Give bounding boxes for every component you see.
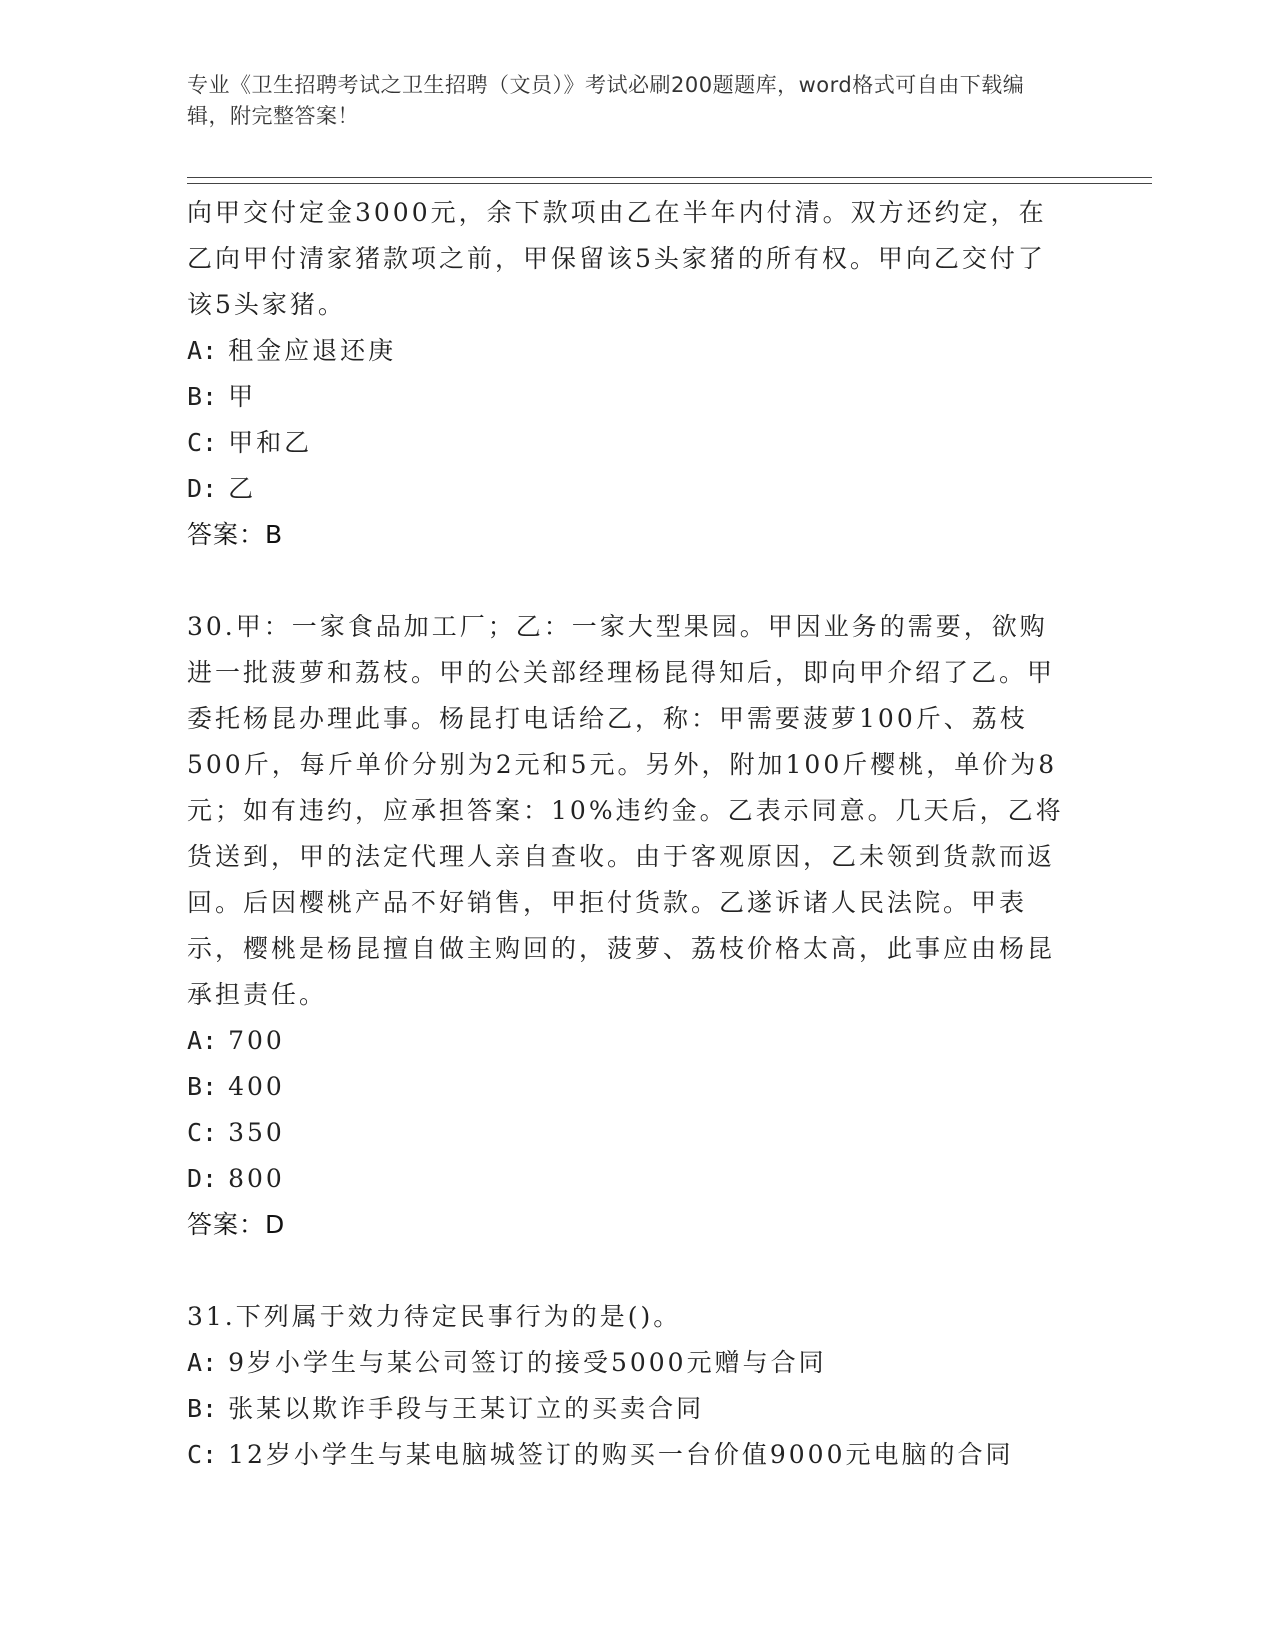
option-letter: A: (187, 1026, 218, 1055)
option-letter: C: (187, 428, 218, 457)
option-c (187, 1110, 1067, 1156)
answer-line: 答案：B (187, 520, 284, 549)
option-letter: B: (187, 1072, 218, 1101)
question-spacer (187, 558, 1067, 604)
header-divider-bottom (187, 183, 1152, 184)
option-letter: D: (187, 1164, 218, 1193)
option-letter: D: (187, 474, 218, 503)
option-c (187, 1432, 1067, 1478)
option-letter: B: (187, 382, 218, 411)
question-list (187, 190, 1067, 1478)
option-letter: C: (187, 1440, 218, 1469)
option-letter: A: (187, 336, 218, 365)
option-text: 12岁小学生与某电脑城签订的购买一台价值9000元电脑的合同 (228, 1440, 1014, 1469)
option-text: 张某以欺诈手段与王某订立的买卖合同 (228, 1394, 705, 1423)
question-spacer (187, 1248, 1067, 1294)
option-c (187, 420, 1067, 466)
option-text: 甲和乙 (228, 428, 313, 457)
option-b (187, 374, 1067, 420)
option-a (187, 1018, 1067, 1064)
option-d (187, 466, 1067, 512)
option-d (187, 1156, 1067, 1202)
option-letter: A: (187, 1348, 218, 1377)
option-b (187, 1386, 1067, 1432)
header-divider-top (187, 177, 1152, 178)
option-letter: B: (187, 1394, 218, 1423)
question-block (187, 1294, 1067, 1478)
option-text: 400 (228, 1072, 285, 1101)
option-text: 700 (228, 1026, 285, 1055)
answer-line: 答案：D (187, 1210, 286, 1239)
option-text: 9岁小学生与某公司签订的接受5000元赠与合同 (228, 1348, 827, 1377)
question-block (187, 604, 1067, 1248)
document-header: 专业《卫生招聘考试之卫生招聘（文员）》考试必刷200题题库，word格式可自由下载编辑，附完整答案！ (187, 73, 1025, 128)
option-text: 甲 (228, 382, 257, 411)
option-text: 350 (228, 1118, 285, 1147)
option-text: 乙 (228, 474, 257, 503)
option-letter: C: (187, 1118, 218, 1147)
option-b (187, 1064, 1067, 1110)
question-block (187, 190, 1067, 558)
option-a (187, 328, 1067, 374)
question-stem: 30.甲：一家食品加工厂；乙：一家大型果园。甲因业务的需要，欲购进一批菠萝和荔枝。甲的公关部经理杨昆得知后，即向甲介绍了乙。甲委托杨昆办理此事。杨昆打电话给乙，称：甲需要菠萝100斤、荔枝500斤，每斤单价分别为2元和5元。另外，附加100斤樱桃，单价为8元；如有违约，应承担答案：10%违约金。乙表示同意。几天后，乙将货送到，甲的法定代理人亲自查收。由于客观原因，乙未领到货款而返回。后因樱桃产品不好销售，甲拒付货款。乙遂诉诸人民法院。甲表示，樱桃是杨昆擅自做主购回的，菠萝、荔枝价格太高，此事应由杨昆承担责任。 (187, 612, 1064, 1009)
question-stem: 向甲交付定金3000元，余下款项由乙在半年内付清。双方还约定，在乙向甲付清家猪款项之前，甲保留该5头家猪的所有权。甲向乙交付了该5头家猪。 (187, 198, 1047, 319)
question-stem: 31.下列属于效力待定民事行为的是()。 (187, 1302, 682, 1331)
option-text: 800 (228, 1164, 285, 1193)
option-a (187, 1340, 1067, 1386)
option-text: 租金应退还庚 (228, 336, 397, 365)
